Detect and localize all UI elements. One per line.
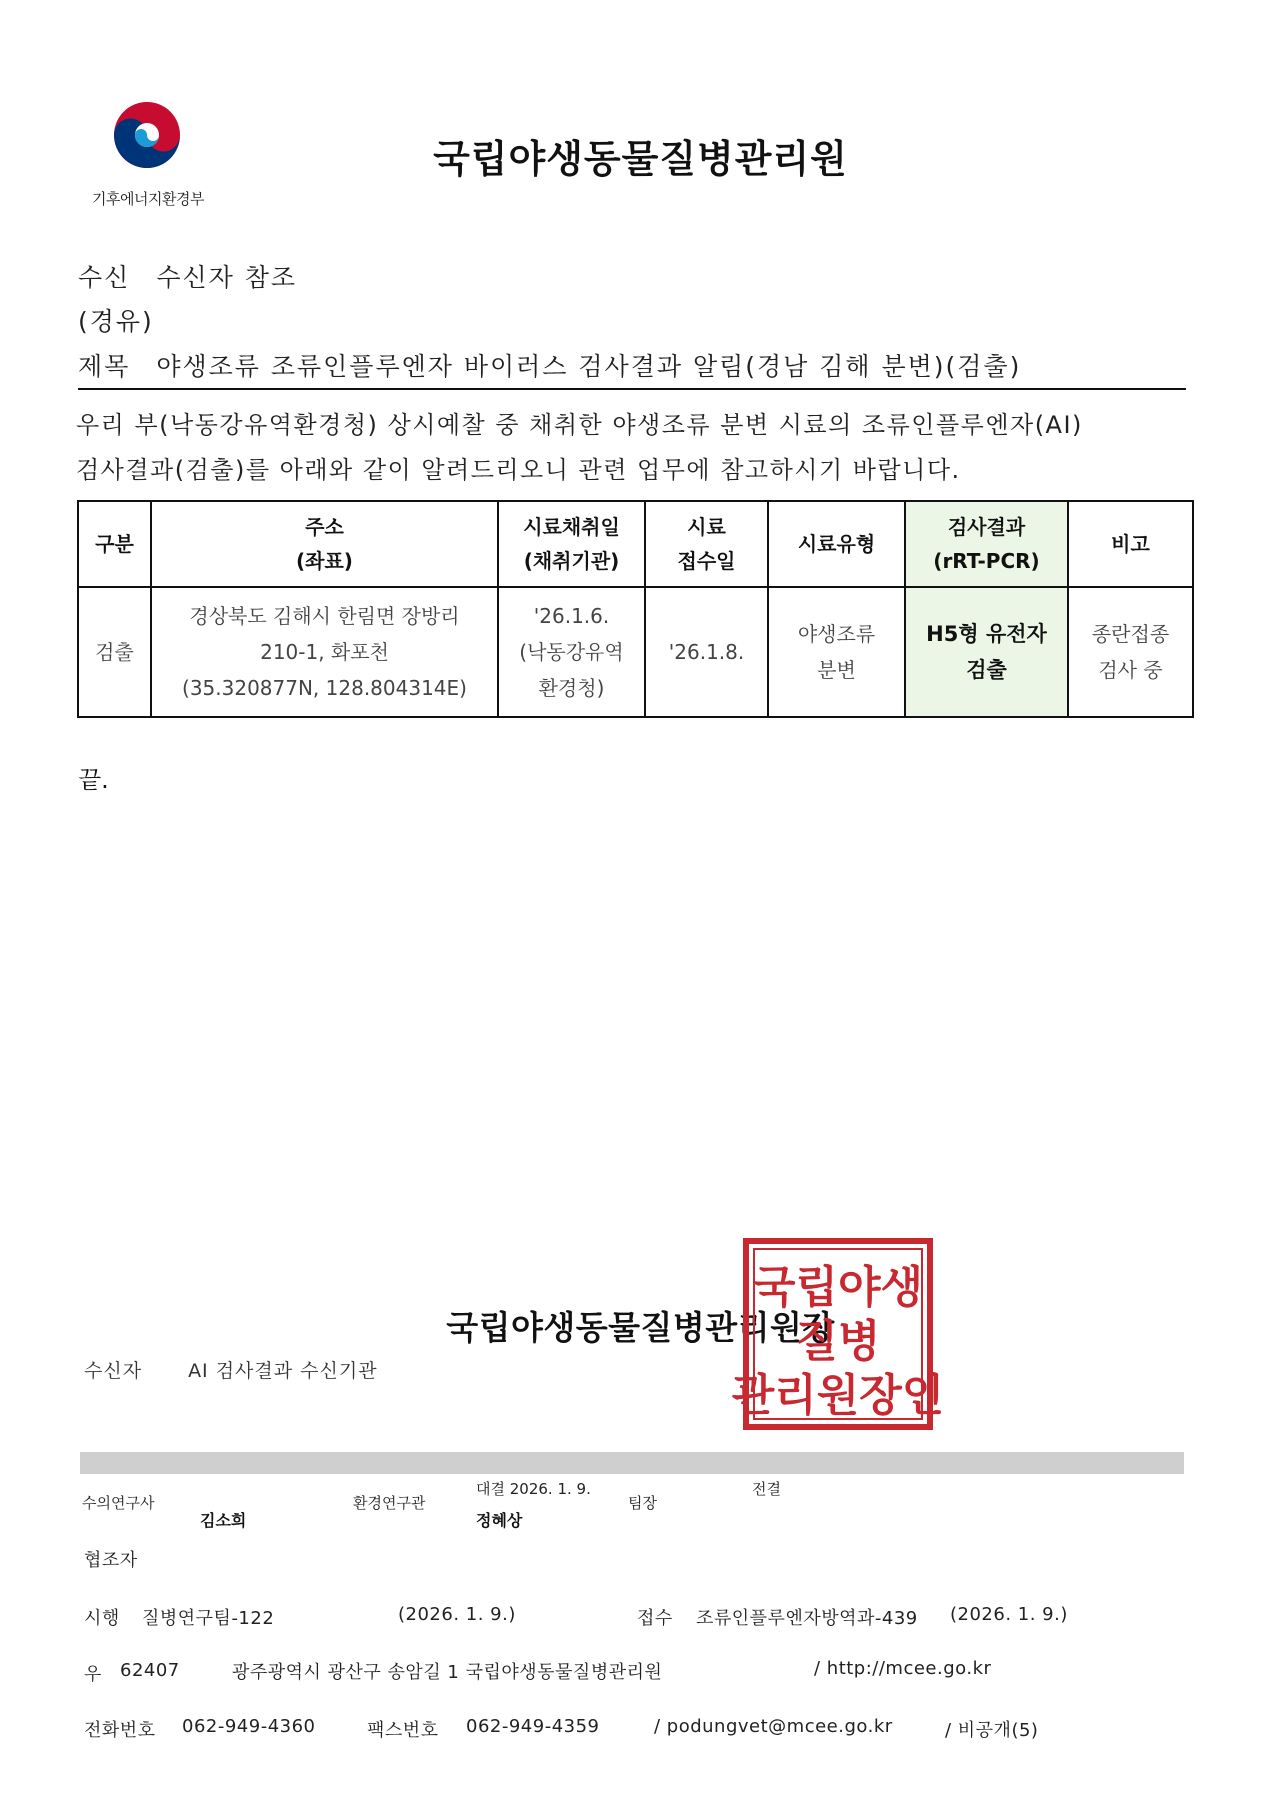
approval-role-4: 전결	[752, 1480, 781, 1498]
cell-address: 경상북도 김해시 한림면 장방리 210-1, 화포천 (35.320877N, 128.804314E)	[151, 587, 498, 717]
postal-address: 광주광역시 광산구 송암길 1 국립야생동물질병관리원	[232, 1662, 663, 1683]
header-collection-date: 시료채취일 (채취기관)	[498, 501, 645, 587]
cell-note: 종란접종 검사 중	[1068, 587, 1193, 717]
approval-role-1: 수의연구사	[82, 1494, 155, 1512]
recipient-line	[78, 258, 297, 294]
receipt-number: 조류인플루엔자방역과-439	[696, 1608, 918, 1629]
cell-category: 검출	[78, 587, 151, 717]
cell-collection: '26.1.6. (낙동강유역 환경청)	[498, 587, 645, 717]
phone-number: 062-949-4360	[182, 1716, 316, 1737]
via-line: (경유)	[78, 307, 154, 336]
recipients-label: 수신자	[84, 1360, 143, 1382]
org-title: 국립야생동물질병관리원	[433, 137, 848, 181]
approval-name-1: 김소희	[200, 1511, 247, 1530]
recipient-value: 수신자 참조	[156, 263, 298, 292]
cell-received: '26.1.8.	[645, 587, 768, 717]
svg-text:국립야생: 국립야생	[752, 1262, 924, 1313]
cooperator-label: 협조자	[84, 1550, 138, 1571]
disclosure-status: / 비공개(5)	[945, 1720, 1039, 1741]
execution-date: (2026. 1. 9.)	[398, 1604, 516, 1625]
body-line-1: 우리 부(낙동강유역환경청) 상시예찰 중 채취한 야생조류 분변 시료의 조류인플루엔자(AI)	[76, 411, 1083, 439]
table-header-row	[78, 501, 1193, 587]
fax-number: 062-949-4359	[466, 1716, 600, 1737]
approval-role-2: 환경연구관	[353, 1494, 426, 1512]
body-line-2: 검사결과(검출)를 아래와 같이 알려드리오니 관련 업무에 참고하시기 바랍니다.	[76, 456, 961, 484]
email-link[interactable]: / podungvet@mcee.go.kr	[654, 1716, 893, 1737]
svg-text:질병: 질병	[795, 1316, 881, 1367]
approval-divider-bar	[80, 1452, 1184, 1474]
header-test-result: 검사결과 (rRT-PCR)	[905, 501, 1068, 587]
website-link[interactable]: / http://mcee.go.kr	[814, 1658, 992, 1679]
recipients-value: AI 검사결과 수신기관	[188, 1360, 378, 1382]
receipt-label: 접수	[637, 1608, 673, 1629]
execution-number: 질병연구팀-122	[142, 1608, 275, 1629]
header-sample-type: 시료유형	[768, 501, 905, 587]
header-received-date: 시료 접수일	[645, 501, 768, 587]
fax-label: 팩스번호	[367, 1720, 439, 1741]
receipt-date: (2026. 1. 9.)	[950, 1604, 1068, 1625]
cell-test-result: H5형 유전자 검출	[905, 587, 1068, 717]
end-mark: 끝.	[78, 766, 109, 794]
subject-line	[78, 347, 1021, 383]
header-address: 주소 (좌표)	[151, 501, 498, 587]
zip-label: 우	[84, 1664, 102, 1685]
svg-text:관리원장인: 관리원장인	[731, 1370, 945, 1421]
recipient-label: 수신	[78, 263, 131, 292]
result-table	[77, 500, 1194, 718]
approval-date-note: 대결 2026. 1. 9.	[476, 1480, 591, 1498]
execution-label: 시행	[84, 1608, 120, 1629]
zip-code: 62407	[120, 1660, 180, 1681]
signer-title: 국립야생동물질병관리원장	[446, 1308, 835, 1347]
recipients-line	[84, 1356, 378, 1383]
approval-name-2: 정혜상	[476, 1511, 523, 1530]
table-row	[78, 587, 1193, 717]
subject-label: 제목	[78, 352, 131, 381]
cell-sample-type: 야생조류 분변	[768, 587, 905, 717]
official-seal-stamp	[731, 1238, 945, 1430]
phone-label: 전화번호	[84, 1720, 156, 1741]
subject-divider	[78, 388, 1186, 390]
subject-value: 야생조류 조류인플루엔자 바이러스 검사결과 알림(경남 김해 분변)(검출)	[156, 352, 1022, 381]
approval-role-3: 팀장	[628, 1494, 657, 1512]
header-note: 비고	[1068, 501, 1193, 587]
header-category: 구분	[78, 501, 151, 587]
ministry-name: 기후에너지환경부	[92, 190, 204, 208]
